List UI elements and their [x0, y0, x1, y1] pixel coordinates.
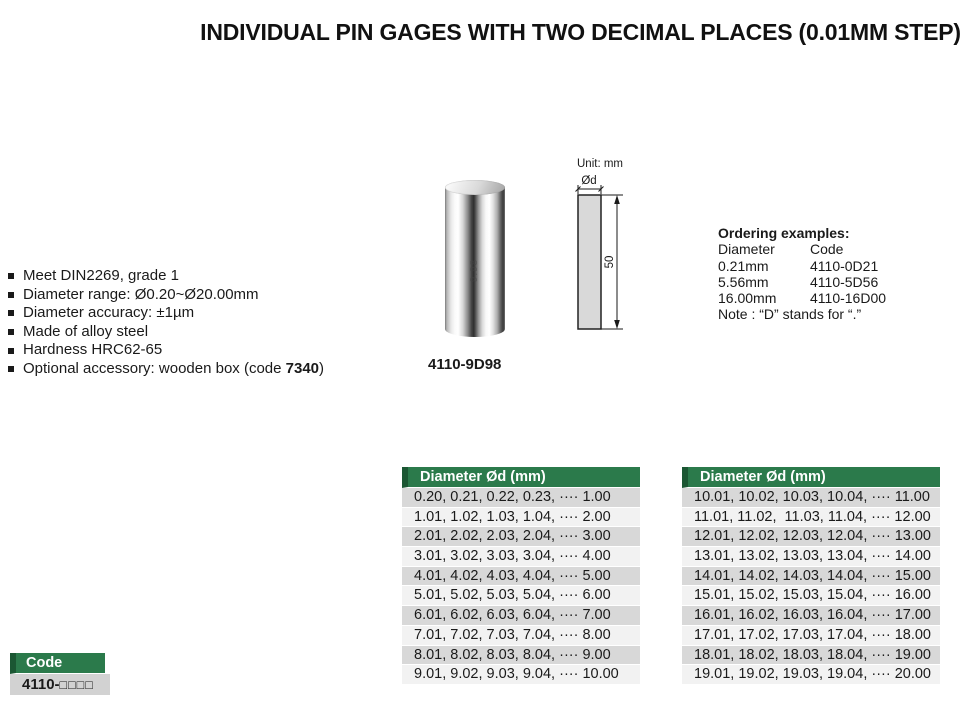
- feature-item: [8, 341, 324, 360]
- accessory-code: 7340: [285, 359, 320, 377]
- dimension-drawing: [570, 173, 630, 337]
- feature-text: Hardness HRC62-65: [23, 341, 163, 359]
- model-number: 4110-9D98: [428, 356, 502, 373]
- table-row: 8.01, 8.02, 8.03, 8.04, ···· 9.00: [402, 646, 640, 666]
- table-row: 3.01, 3.02, 3.03, 3.04, ···· 4.00: [402, 547, 640, 567]
- table-header: Diameter Ød (mm): [682, 467, 940, 488]
- page-title: INDIVIDUAL PIN GAGES WITH TWO DECIMAL PLACES (0.01MM STEP): [200, 19, 961, 46]
- unit-label: Unit: mm: [577, 158, 623, 170]
- ordering-diameter: 16.00mm: [718, 290, 777, 307]
- table-header: Diameter Ød (mm): [402, 467, 640, 488]
- bullet-icon: [8, 273, 14, 279]
- feature-item: [8, 360, 324, 379]
- bullet-icon: [8, 310, 14, 316]
- pin-body: [445, 187, 505, 337]
- table-row: 6.01, 6.02, 6.03, 6.04, ···· 7.00: [402, 606, 640, 626]
- table-row: 1.01, 1.02, 1.03, 1.04, ···· 2.00: [402, 508, 640, 528]
- table-row: 0.20, 0.21, 0.22, 0.23, ···· 1.00: [402, 488, 640, 508]
- feature-item: [8, 267, 324, 286]
- ordering-heading: Ordering examples:: [718, 225, 850, 241]
- diameter-dim-label: Ød: [581, 175, 597, 187]
- table-row: 7.01, 7.02, 7.03, 7.04, ···· 8.00: [402, 626, 640, 646]
- length-dim-label: 50: [604, 255, 616, 269]
- code-box-header: Code: [10, 653, 105, 674]
- feature-item: [8, 304, 324, 323]
- ordering-code: 4110-5D56: [810, 273, 879, 290]
- code-prefix: 4110-: [22, 676, 60, 693]
- ordering-table: [718, 241, 886, 306]
- ordering-code: 4110-16D00: [810, 290, 887, 307]
- table-row: 15.01, 15.02, 15.03, 15.04, ···· 16.00: [682, 586, 940, 606]
- bullet-icon: [8, 292, 14, 298]
- feature-text: Diameter accuracy: ±1µm: [23, 304, 195, 322]
- table-row: 12.01, 12.02, 12.03, 12.04, ···· 13.00: [682, 527, 940, 547]
- code-box-value: [10, 674, 110, 695]
- feature-text: Diameter range: Ø0.20~Ø20.00mm: [23, 285, 259, 303]
- table-row: 13.01, 13.02, 13.03, 13.04, ···· 14.00: [682, 547, 940, 567]
- table-row: 17.01, 17.02, 17.03, 17.04, ···· 18.00: [682, 626, 940, 646]
- table-row: 10.01, 10.02, 10.03, 10.04, ···· 11.00: [682, 488, 940, 508]
- table-row: 19.01, 19.02, 19.03, 19.04, ···· 20.00: [682, 665, 940, 685]
- table-row: 4.01, 4.02, 4.03, 4.04, ···· 5.00: [402, 567, 640, 587]
- table-row: 16.01, 16.02, 16.03, 16.04, ···· 17.00: [682, 606, 940, 626]
- pin-outline: [578, 195, 601, 329]
- bullet-icon: [8, 348, 14, 354]
- ordering-diameter: 5.56mm: [718, 273, 769, 290]
- feature-text: ): [319, 359, 325, 377]
- table-row: 9.01, 9.02, 9.03, 9.04, ···· 10.00: [402, 665, 640, 685]
- table-row: 11.01, 11.02, 11.03, 11.04, ···· 12.00: [682, 508, 940, 528]
- ordering-note: Note : “D” stands for “.”: [718, 306, 862, 323]
- feature-text: Meet DIN2269, grade 1: [23, 267, 179, 284]
- code-box: [10, 653, 110, 695]
- ordering-col-header: Diameter: [718, 241, 775, 258]
- ordering-col-header: Code: [810, 241, 844, 258]
- bullet-icon: [8, 329, 14, 335]
- pin-gage-photo: [445, 180, 505, 337]
- feature-text: Made of alloy steel: [23, 322, 149, 340]
- feature-text: Optional accessory: wooden box (code: [23, 359, 286, 377]
- bullet-icon: [8, 366, 14, 372]
- table-row: 18.01, 18.02, 18.03, 18.04, ···· 19.00: [682, 646, 940, 666]
- ordering-examples: [718, 225, 886, 323]
- pin-engraving: 9.98: [469, 258, 481, 283]
- feature-item: [8, 286, 324, 305]
- table-row: 5.01, 5.02, 5.03, 5.04, ···· 6.00: [402, 586, 640, 606]
- diameter-table-right: [682, 467, 940, 685]
- ordering-code: 4110-0D21: [810, 257, 879, 274]
- feature-item: [8, 323, 324, 342]
- feature-list: [8, 267, 324, 379]
- table-row: 2.01, 2.02, 2.03, 2.04, ···· 3.00: [402, 527, 640, 547]
- code-placeholder-boxes: □□□□: [59, 678, 94, 692]
- pin-top-face: [445, 180, 505, 195]
- ordering-diameter: 0.21mm: [718, 257, 769, 274]
- diameter-table-left: [402, 467, 640, 685]
- table-row: 14.01, 14.02, 14.03, 14.04, ···· 15.00: [682, 567, 940, 587]
